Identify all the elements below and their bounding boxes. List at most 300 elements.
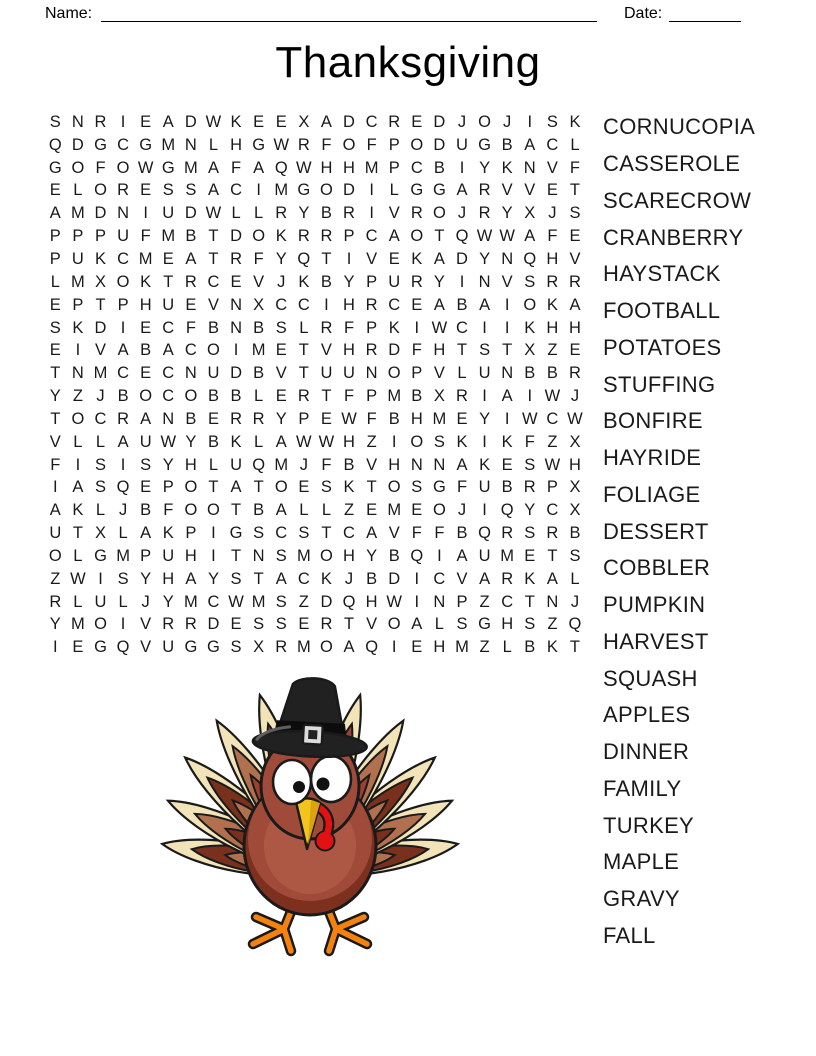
grid-letter: Q <box>48 135 62 154</box>
date-line <box>669 4 741 22</box>
grid-letter: G <box>184 638 198 657</box>
grid-letter: W <box>544 455 561 474</box>
grid-letter: K <box>230 112 242 131</box>
grid-letter: X <box>433 387 445 406</box>
grid-letter: K <box>343 478 355 497</box>
grid-letter: Y <box>366 546 378 565</box>
grid-letter: I <box>75 455 81 474</box>
word-list-item: COBBLER <box>603 555 711 581</box>
grid-letter: N <box>117 204 130 223</box>
grid-letter: B <box>569 524 581 543</box>
grid-letter: V <box>94 341 106 360</box>
grid-letter: Y <box>162 455 174 474</box>
grid-letter: X <box>569 501 581 520</box>
grid-letter: X <box>94 272 106 291</box>
grid-letter: V <box>366 455 378 474</box>
grid-letter: Z <box>366 432 377 451</box>
grid-letter: A <box>49 501 61 520</box>
grid-letter: R <box>365 341 378 360</box>
grid-letter: T <box>208 227 219 246</box>
grid-letter: E <box>569 227 581 246</box>
grid-letter: N <box>252 546 265 565</box>
grid-letter: C <box>207 272 220 291</box>
grid-letter: V <box>569 249 581 268</box>
grid-letter: P <box>72 295 84 314</box>
grid-letter: K <box>501 432 513 451</box>
grid-letter: L <box>254 387 264 406</box>
grid-letter: H <box>433 638 446 657</box>
grid-letter: R <box>410 204 423 223</box>
hat-buckle <box>303 725 323 745</box>
grid-letter: L <box>570 569 580 588</box>
grid-letter: A <box>320 112 332 131</box>
grid-letter: T <box>72 524 83 543</box>
grid-letter: G <box>478 135 491 154</box>
grid-letter: M <box>387 501 402 520</box>
grid-letter: R <box>546 272 559 291</box>
grid-letter: K <box>72 501 84 520</box>
grid-letter: D <box>94 204 107 223</box>
grid-letter: Y <box>140 569 152 588</box>
grid-letter: E <box>524 546 536 565</box>
grid-letter: E <box>230 615 242 634</box>
grid-letter: Y <box>479 249 491 268</box>
grid-letter: Z <box>547 341 558 360</box>
grid-letter: S <box>411 478 423 497</box>
grid-letter: H <box>139 295 152 314</box>
grid-letter: N <box>501 364 514 383</box>
grid-letter: H <box>433 341 446 360</box>
grid-letter: G <box>139 135 153 154</box>
grid-letter: H <box>320 158 333 177</box>
grid-letter: T <box>298 341 309 360</box>
grid-letter: X <box>253 638 265 657</box>
grid-letter: P <box>72 227 84 246</box>
grid-letter: I <box>346 249 352 268</box>
grid-letter: T <box>321 387 332 406</box>
grid-letter: E <box>275 112 287 131</box>
page-title: Thanksgiving <box>275 38 541 87</box>
grid-letter: V <box>49 432 61 451</box>
word-list-item: CORNUCOPIA <box>603 114 756 140</box>
grid-letter: Q <box>500 501 514 520</box>
left-eye <box>273 760 311 804</box>
grid-letter: T <box>253 569 264 588</box>
grid-letter: Z <box>72 387 83 406</box>
grid-letter: F <box>321 135 332 154</box>
grid-letter: D <box>343 181 355 200</box>
grid-letter: H <box>230 135 242 154</box>
grid-letter: S <box>230 638 242 657</box>
grid-letter: F <box>434 524 445 543</box>
grid-letter: A <box>501 387 513 406</box>
grid-letter: E <box>275 387 287 406</box>
grid-letter: Y <box>479 158 491 177</box>
grid-letter: S <box>275 615 287 634</box>
grid-letter: B <box>524 364 536 383</box>
grid-letter: P <box>343 227 355 246</box>
grid-letter: K <box>411 249 423 268</box>
grid-letter: R <box>320 318 333 337</box>
word-list-item: TURKEY <box>603 812 695 838</box>
grid-letter: I <box>391 638 397 657</box>
grid-letter: C <box>94 409 107 428</box>
grid-letter: G <box>207 638 220 657</box>
grid-letter: E <box>298 615 310 634</box>
grid-letter: F <box>231 158 242 177</box>
grid-letter: K <box>524 569 536 588</box>
grid-letter: E <box>320 409 332 428</box>
grid-letter: Q <box>523 249 537 268</box>
grid-letter: S <box>433 432 445 451</box>
grid-letter: W <box>296 432 312 451</box>
grid-letter: C <box>433 569 446 588</box>
grid-letter: D <box>230 227 242 246</box>
grid-letter: M <box>161 135 176 154</box>
grid-letter: Q <box>455 227 469 246</box>
grid-letter: K <box>162 524 174 543</box>
grid-letter: I <box>482 387 487 406</box>
grid-letter: H <box>388 455 401 474</box>
grid-letter: I <box>211 524 216 543</box>
grid-letter: I <box>324 295 329 314</box>
grid-letter: Q <box>410 546 424 565</box>
grid-letter: C <box>162 364 175 383</box>
word-list-item: FOLIAGE <box>603 481 701 507</box>
grid-letter: M <box>251 592 266 611</box>
grid-letter: E <box>140 318 152 337</box>
grid-letter: C <box>184 341 197 360</box>
grid-letter: T <box>366 478 377 497</box>
grid-letter: E <box>49 181 61 200</box>
grid-letter: A <box>275 569 287 588</box>
grid-letter: F <box>524 432 535 451</box>
grid-letter: I <box>53 638 58 657</box>
grid-letter: D <box>388 341 401 360</box>
grid-letter: J <box>344 569 354 588</box>
word-search-grid <box>44 111 586 659</box>
grid-letter: S <box>49 112 61 131</box>
grid-letter: M <box>161 227 176 246</box>
grid-letter: L <box>321 501 332 520</box>
grid-letter: Y <box>524 501 536 520</box>
grid-letter: F <box>547 227 558 246</box>
grid-letter: M <box>93 364 108 383</box>
grid-letter: E <box>501 455 513 474</box>
grid-letter: Q <box>478 524 491 543</box>
grid-letter: K <box>524 318 536 337</box>
grid-letter: T <box>231 501 242 520</box>
grid-letter: I <box>504 318 510 337</box>
grid-letter: Q <box>252 455 266 474</box>
grid-letter: B <box>456 524 468 543</box>
grid-letter: J <box>299 455 308 474</box>
grid-letter: C <box>343 524 355 543</box>
grid-letter: B <box>366 569 378 588</box>
grid-letter: V <box>524 181 536 200</box>
grid-letter: A <box>546 569 558 588</box>
grid-letter: R <box>230 249 242 268</box>
grid-letter: B <box>524 638 536 657</box>
grid-letter: E <box>275 341 287 360</box>
grid-letter: S <box>320 478 332 497</box>
grid-letter: D <box>184 112 197 131</box>
grid-letter: N <box>546 592 559 611</box>
grid-letter: O <box>94 615 107 634</box>
grid-letter: S <box>94 455 106 474</box>
grid-letter: B <box>320 204 332 223</box>
grid-letter: G <box>94 135 107 154</box>
grid-letter: S <box>524 455 536 474</box>
right-eye <box>311 756 351 802</box>
grid-letter: L <box>95 432 106 451</box>
grid-letter: Z <box>547 615 558 634</box>
grid-letter: N <box>410 455 423 474</box>
grid-letter: N <box>230 318 242 337</box>
grid-letter: Y <box>275 409 287 428</box>
grid-letter: R <box>456 387 468 406</box>
grid-letter: A <box>456 546 468 565</box>
grid-letter: K <box>320 569 332 588</box>
grid-letter: H <box>343 546 355 565</box>
grid-letter: R <box>94 112 107 131</box>
grid-letter: U <box>456 135 468 154</box>
grid-letter: J <box>457 112 467 131</box>
grid-letter: A <box>524 135 536 154</box>
grid-letter: P <box>456 592 468 611</box>
grid-letter: L <box>434 615 444 634</box>
grid-letter: T <box>253 478 264 497</box>
grid-letter: F <box>321 455 332 474</box>
grid-letter: S <box>546 112 558 131</box>
grid-letter: O <box>387 615 401 634</box>
word-list-item: CASSEROLE <box>603 151 741 177</box>
grid-letter: B <box>388 546 400 565</box>
grid-letter: D <box>320 592 333 611</box>
grid-letter: R <box>252 409 265 428</box>
grid-letter: E <box>411 112 423 131</box>
grid-letter: O <box>252 227 266 246</box>
name-label: Name: <box>45 5 93 22</box>
grid-letter: P <box>388 158 400 177</box>
grid-letter: T <box>163 272 174 291</box>
grid-letter: U <box>49 524 62 543</box>
grid-letter: A <box>140 409 152 428</box>
grid-letter: K <box>546 295 558 314</box>
grid-letter: W <box>296 158 312 177</box>
grid-letter: S <box>253 524 265 543</box>
grid-letter: D <box>184 204 197 223</box>
grid-letter: V <box>366 615 378 634</box>
grid-letter: E <box>49 295 61 314</box>
grid-letter: B <box>140 341 152 360</box>
grid-letter: O <box>184 478 198 497</box>
grid-letter: I <box>504 409 510 428</box>
grid-letter: B <box>117 387 129 406</box>
grid-letter: E <box>411 638 423 657</box>
word-list-item: FOOTBALL <box>603 298 721 324</box>
grid-letter: A <box>456 181 468 200</box>
grid-letter: V <box>388 524 400 543</box>
grid-letter: R <box>388 112 401 131</box>
grid-letter: Y <box>49 615 61 634</box>
grid-letter: U <box>117 227 130 246</box>
grid-letter: F <box>569 158 580 177</box>
grid-letter: T <box>434 227 445 246</box>
grid-letter: H <box>568 455 581 474</box>
grid-letter: U <box>207 364 220 383</box>
word-list-item: GRAVY <box>603 886 680 912</box>
grid-letter: C <box>546 501 559 520</box>
grid-letter: S <box>524 615 536 634</box>
grid-letter: T <box>524 592 535 611</box>
grid-letter: F <box>366 135 377 154</box>
grid-letter: I <box>120 112 126 131</box>
grid-letter: Y <box>49 387 61 406</box>
grid-letter: O <box>184 501 198 520</box>
grid-letter: U <box>343 364 355 383</box>
grid-letter: N <box>162 409 175 428</box>
grid-letter: U <box>478 546 491 565</box>
grid-letter: R <box>343 204 355 223</box>
grid-letter: O <box>320 181 333 200</box>
grid-letter: T <box>343 615 355 634</box>
grid-letter: I <box>527 112 533 131</box>
grid-letter: I <box>256 181 261 200</box>
grid-letter: P <box>185 524 197 543</box>
grid-letter: J <box>118 501 128 520</box>
grid-letter: L <box>502 638 512 657</box>
grid-letter: C <box>230 181 242 200</box>
grid-letter: A <box>275 432 287 451</box>
grid-letter: L <box>50 272 60 291</box>
grid-letter: V <box>456 569 468 588</box>
grid-letter: H <box>501 615 514 634</box>
grid-letter: T <box>231 546 242 565</box>
grid-letter: Q <box>568 615 582 634</box>
grid-letter: J <box>503 112 512 131</box>
grid-letter: A <box>433 295 445 314</box>
grid-letter: K <box>546 638 558 657</box>
grid-letter: B <box>185 227 197 246</box>
grid-letter: S <box>524 524 536 543</box>
grid-letter: W <box>160 432 177 451</box>
grid-letter: A <box>185 249 197 268</box>
grid-letter: K <box>388 318 400 337</box>
grid-letter: H <box>343 341 355 360</box>
grid-letter: G <box>161 158 175 177</box>
grid-letter: O <box>432 501 446 520</box>
grid-letter: Y <box>162 592 174 611</box>
grid-letter: M <box>274 181 289 200</box>
grid-letter: O <box>274 478 288 497</box>
grid-letter: S <box>275 592 287 611</box>
grid-letter: T <box>321 524 332 543</box>
grid-letter: A <box>388 227 400 246</box>
grid-letter: Z <box>50 569 61 588</box>
grid-letter: Z <box>298 592 309 611</box>
grid-letter: G <box>432 181 446 200</box>
grid-letter: I <box>414 318 420 337</box>
grid-letter: C <box>162 387 175 406</box>
grid-letter: B <box>230 387 242 406</box>
grid-letter: D <box>230 364 242 383</box>
grid-letter: E <box>207 409 219 428</box>
grid-letter: H <box>162 569 175 588</box>
grid-letter: A <box>411 615 423 634</box>
grid-letter: K <box>230 432 242 451</box>
grid-letter: P <box>366 387 378 406</box>
grid-letter: E <box>456 409 468 428</box>
grid-letter: E <box>388 249 400 268</box>
grid-letter: X <box>524 341 536 360</box>
grid-letter: U <box>162 546 175 565</box>
grid-letter: R <box>275 638 288 657</box>
grid-letter: D <box>343 112 355 131</box>
grid-letter: U <box>478 364 491 383</box>
grid-letter: W <box>341 409 357 428</box>
grid-letter: S <box>94 478 106 497</box>
grid-letter: D <box>433 112 446 131</box>
grid-letter: B <box>501 135 513 154</box>
grid-letter: L <box>570 135 580 154</box>
word-list-item: SQUASH <box>603 665 698 691</box>
grid-letter: V <box>253 272 265 291</box>
grid-letter: L <box>299 318 309 337</box>
grid-letter: A <box>185 569 197 588</box>
grid-letter: C <box>207 592 220 611</box>
grid-letter: F <box>253 249 264 268</box>
grid-letter: W <box>228 592 244 611</box>
grid-letter: C <box>117 135 130 154</box>
grid-letter: O <box>320 638 333 657</box>
grid-letter: W <box>137 158 154 177</box>
grid-letter: F <box>411 524 422 543</box>
grid-letter: A <box>162 341 174 360</box>
grid-letter: L <box>254 432 264 451</box>
grid-letter: U <box>162 295 175 314</box>
grid-letter: P <box>49 249 61 268</box>
grid-letter: P <box>411 364 423 383</box>
grid-letter: A <box>253 158 265 177</box>
grid-letter: Y <box>479 409 491 428</box>
grid-letter: E <box>546 181 558 200</box>
grid-letter: V <box>140 638 152 657</box>
grid-letter: E <box>230 272 242 291</box>
grid-letter: V <box>320 341 332 360</box>
grid-letter: C <box>275 295 288 314</box>
grid-letter: R <box>478 181 491 200</box>
grid-letter: O <box>410 227 424 246</box>
grid-letter: Y <box>298 204 310 223</box>
grid-letter: M <box>183 592 198 611</box>
grid-letter: X <box>298 112 310 131</box>
grid-letter: L <box>254 204 264 223</box>
grid-letter: S <box>479 341 491 360</box>
grid-letter: V <box>140 615 152 634</box>
grid-letter: R <box>320 227 333 246</box>
grid-letter: B <box>253 364 265 383</box>
grid-letter: I <box>459 272 465 291</box>
grid-letter: V <box>275 364 287 383</box>
grid-letter: C <box>546 135 559 154</box>
grid-letter: B <box>388 409 400 428</box>
grid-letter: G <box>432 478 446 497</box>
grid-letter: A <box>230 478 242 497</box>
grid-letter: C <box>456 318 468 337</box>
grid-letter: A <box>366 524 378 543</box>
grid-letter: J <box>570 387 580 406</box>
